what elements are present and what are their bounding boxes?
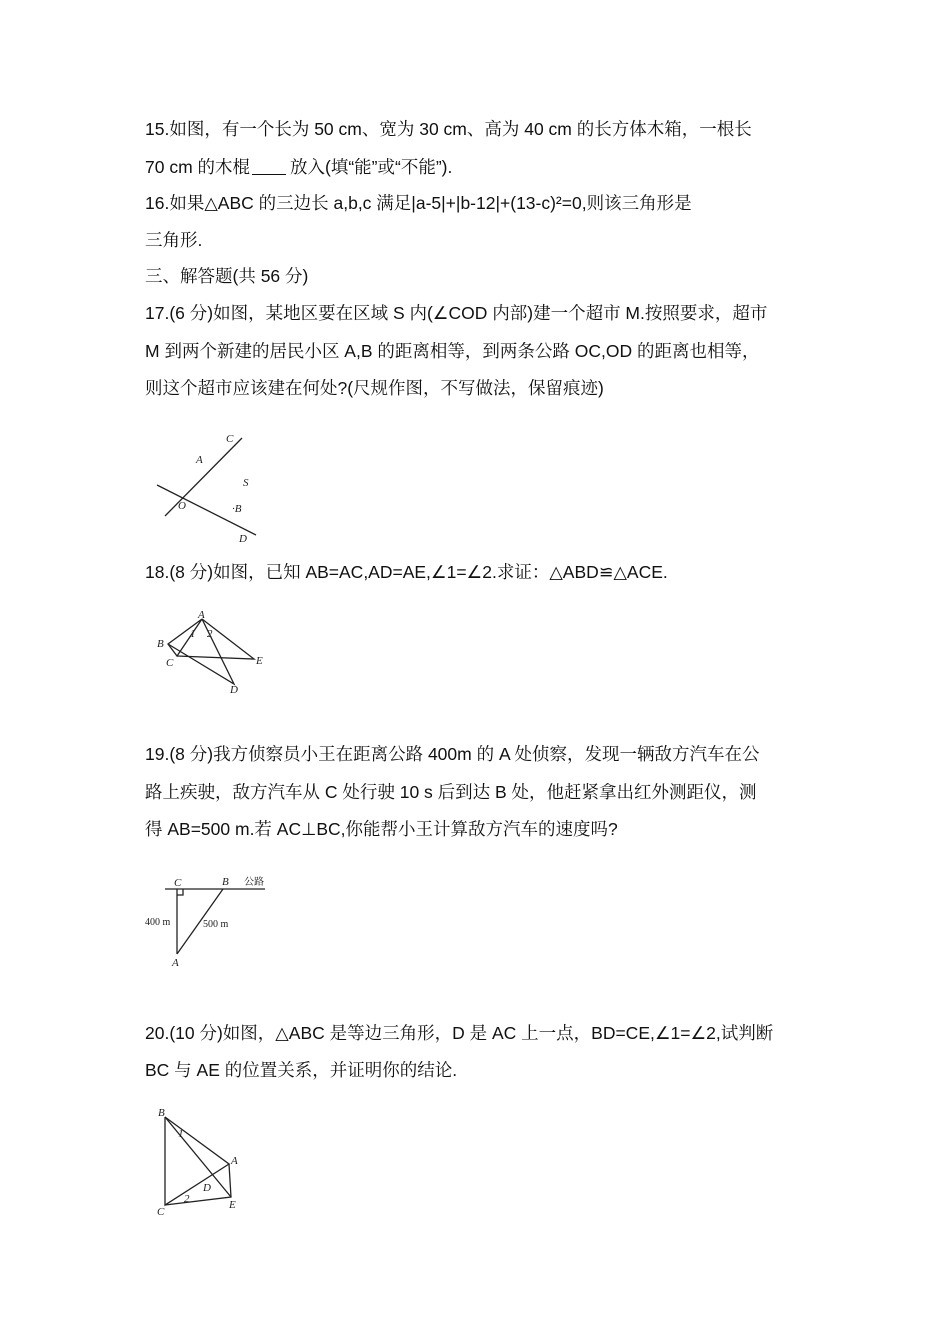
q17-label-b: ·B: [232, 503, 242, 515]
q17-label-o: O: [178, 500, 186, 512]
q20-label-e: E: [229, 1199, 236, 1211]
q19-label-400m: 400 m: [145, 917, 171, 928]
q20-label-a: A: [231, 1155, 238, 1167]
q19-figure: [140, 870, 280, 970]
q18-label-1: 1: [190, 628, 196, 640]
q20-label-b: B: [158, 1107, 165, 1119]
q18-label-a: A: [198, 609, 205, 621]
q20-line-2: BC 与 AE 的位置关系，并证明你的结论.: [145, 1060, 458, 1080]
q20-figure: [150, 1104, 260, 1224]
q16-line-1: 16.如果△ABC 的三边长 a,b,c 满足|a-5|+|b-12|+(13-c)²=0,则该三角形是: [145, 193, 692, 213]
q15-line-2-a: 70 cm 的木棍: [145, 157, 251, 177]
q17-ray-oc: [165, 438, 242, 516]
section-title: 三、解答题(共 56 分): [145, 266, 309, 286]
q16-line-2: 三角形.: [145, 230, 203, 250]
q17-label-d: D: [239, 533, 247, 545]
q17-line-1: 17.(6 分)如图，某地区要在区域 S 内(∠COD 内部)建一个超市 M.按照要求，超市: [145, 303, 768, 323]
q19-line-2: 路上疾驶，敌方汽车从 C 处行驶 10 s 后到达 B 处，他赶紧拿出红外测距仪，测: [145, 782, 757, 802]
q20-segment-bde: [165, 1117, 231, 1197]
q20-line-1: 20.(10 分)如图，△ABC 是等边三角形，D 是 AC 上一点，BD=CE,∠1=∠2,试判断: [145, 1023, 774, 1043]
q18-label-e: E: [256, 655, 263, 667]
q18-label-d: D: [230, 684, 238, 696]
q18-line-1: 18.(8 分)如图，已知 AB=AC,AD=AE,∠1=∠2.求证：△ABD≌△ACE.: [145, 562, 668, 582]
q17-line-2: M 到两个新建的居民小区 A,B 的距离相等，到两条公路 OC,OD 的距离也相等，: [145, 341, 760, 361]
q19-label-road: 公路: [244, 877, 264, 888]
q19-label-a: A: [172, 957, 179, 969]
q18-figure: [150, 607, 270, 697]
q19-label-c: C: [174, 877, 182, 889]
q19-line-1: 19.(8 分)我方侦察员小王在距离公路 400m 的 A 处侦察，发现一辆敌方汽车在公: [145, 744, 760, 764]
q15-answer-blank: [252, 158, 286, 175]
q19-label-500m: 500 m: [203, 919, 229, 930]
q17-label-s: S: [243, 477, 249, 489]
q19-right-angle-mark: [177, 889, 183, 895]
q17-label-c: C: [226, 433, 234, 445]
q17-line-3: 则这个超市应该建在何处?(尺规作图，不写做法，保留痕迹): [145, 378, 604, 398]
q19-line-3: 得 AB=500 m.若 AC⊥BC,你能帮小王计算敌方汽车的速度吗?: [145, 819, 618, 839]
q15-line-1: 15.如图，有一个长为 50 cm、宽为 30 cm、高为 40 cm 的长方体木箱，一根长: [145, 119, 752, 139]
q18-triangle-abd: [168, 619, 234, 684]
q15-line-2: [145, 155, 452, 179]
q20-label-2: 2: [184, 1193, 190, 1205]
q18-label-2: 2: [207, 628, 213, 640]
q15-line-2-b: 放入(填“能”或“不能”).: [290, 157, 453, 177]
q20-label-d: D: [203, 1182, 211, 1194]
q20-label-c: C: [157, 1206, 165, 1218]
q18-triangle-abc: [168, 619, 202, 656]
q20-triangle-abc: [165, 1117, 229, 1205]
q18-label-b: B: [157, 638, 164, 650]
q19-label-b: B: [222, 876, 229, 888]
q20-label-1: 1: [178, 1128, 184, 1140]
q17-label-a: A: [196, 454, 203, 466]
q17-figure: [150, 428, 270, 548]
q18-label-c: C: [166, 657, 174, 669]
